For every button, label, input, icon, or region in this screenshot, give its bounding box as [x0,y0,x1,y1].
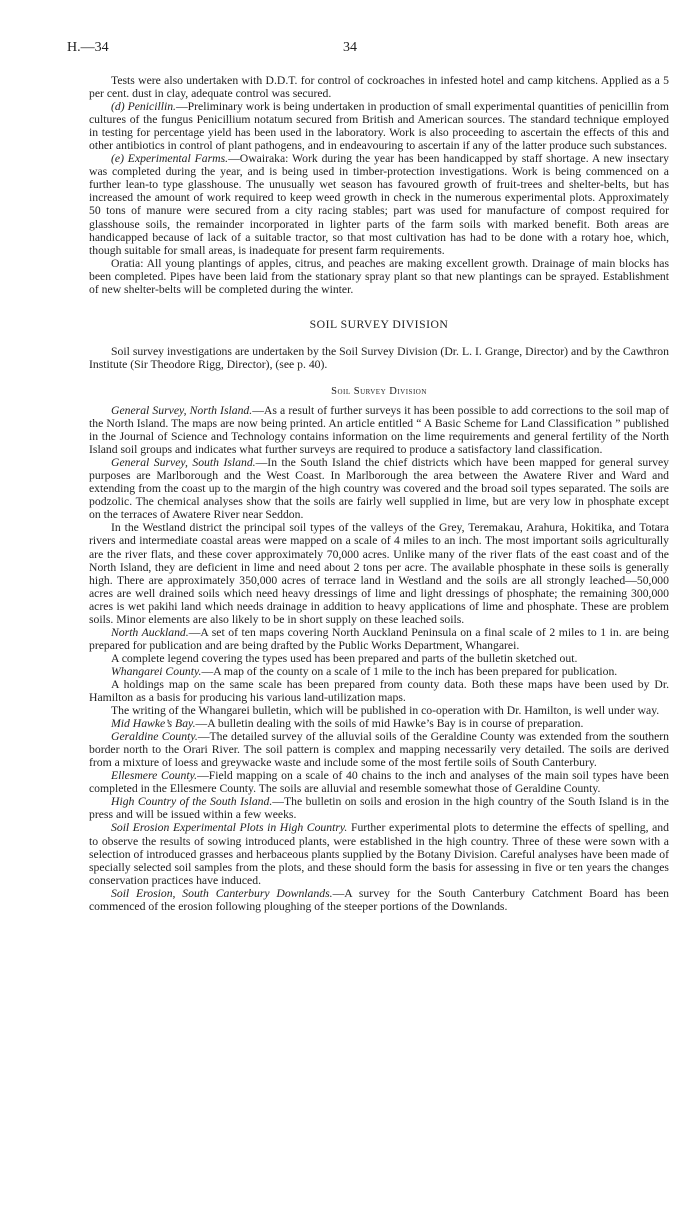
paragraph: Geraldine County.—The detailed survey of the alluvial soils of the Geraldine County was extended from the southern border north to the Orari River. The soil pattern is complex and mapping necessarily very detailed. The soils are derived from a mixture of loess and greywacke waste and include some of the most fertile soils of South Canterbury. [89,730,670,770]
paragraph: A complete legend covering the types used has been prepared and parts of the bulletin sketched out. [111,651,578,665]
paragraph: In the Westland district the principal soil types of the valleys of the Grey, Teremakau, Arahura, Hokitika, and Totara rivers and intermediate coastal areas were mapped on a scale of 4 miles to an inch. The most important soils agriculturally are the river flats, and these cover approximately 70,000 acres. Unlike many of the river flats of the east coast and of the North Island, they are deficient in lime and need about 2 tons per acre. The available phosphate in these soils is generally high. There are approximately 350,000 acres of terrace land in Westland and the soils are all strongly leached—50,000 acres are well drained soils which need heavy dressings of lime and light dressings of phosphate; the remaining 300,000 acres is wet pakihi land which needs drainage in addition to heavy applications of lime and phosphate. These are problem soils. Minor elements are also likely to be in short supply on these leached soils. [89,521,669,626]
soil-survey-paragraphs [89,404,669,913]
intro-section [89,74,669,296]
report-code: H.—34 [67,40,109,55]
paragraph: (d) Penicillin.—Preliminary work is being undertaken in production of small experimental quantities of penicillin from cultures of the fungus Penicillium notatum secured from British and American sources. The standard technique employed in testing for percentage yield has been used in the laboratory. Work is also proceeding to ascertain the effects of this and other antibiotics in control of plant pathogens, and in endeavouring to ascertain if any of the latter produce such substances. [89,100,669,153]
paragraph: General Survey, North Island.—As a result of further surveys it has been possible to add corrections to the soil map of the North Island. The maps are now being printed. An article entitled “ A Basic Scheme for Land Classification ” published in the Journal of Science and Technology contains information on the lime requirements and general fertility of the North Island soil groups and indicates what further surveys are required to produce a satisfactory land classification. [89,403,669,457]
paragraph: North Auckland.—A set of ten maps covering North Auckland Peninsula on a final scale of 2 miles to 1 in. are being prepared for publication and are being drafted by the Public Works Department, Whangarei. [89,625,669,652]
paragraph: Ellesmere County.—Field mapping on a scale of 40 chains to the inch and analyses of the main soil types have been completed in the Ellesmere County. The soils are alluvial and resemble somewhat those of Geraldine County. [89,769,669,796]
paragraph: Soil Erosion, South Canterbury Downlands.—A survey for the South Canterbury Catchment Board has been commenced of the erosion following ploughing of the steeper portions of the Downlands. [89,886,669,913]
section-intro: Soil survey investigations are undertaken by the Soil Survey Division (Dr. L. I. Grange, Director) and by the Cawthron Institute (Sir Theodore Rigg, Director), (see p. 40). [89,344,669,371]
paragraph: High Country of the South Island.—The bulletin on soils and erosion in the high country of the South Island is in the press and will be issued within a few weeks. [89,795,669,822]
page-number: 34 [343,40,357,55]
paragraph: Soil Erosion Experimental Plots in High Country. Further experimental plots to determine the effects of spelling, and to observe the results of sowing introduced plants, were established in the high country. Three of these were sown with a selection of introduced grasses and herbaceous plants supplied by the Botany Division. Careful analyses have been made of specially selected soil samples from the plots, and these should form the basis for assessing in five or ten years the changes conservation practices have induced. [89,821,669,887]
body-text [89,74,669,913]
paragraph: A holdings map on the same scale has been prepared from county data. Both these maps have been used by Dr. Hamilton as a basis for producing his various land-utilization maps. [89,677,669,705]
paragraph: Oratia: All young plantings of apples, citrus, and peaches are making excellent growth. Drainage of main blocks has been completed. Pipes have been laid from the stationary spray plant so that new plantings can be sprayed. Establishment of new shelter-belts will be completed during the winter. [89,256,669,296]
paragraph: (e) Experimental Farms.—Owairaka: Work during the year has been handicapped by staff shortage. A new insectary was completed during the year, and is being used in timber-protection investigations. Work is being commenced on a further lean-to type glasshouse. The unusually wet season has favoured growth of fruit-trees and shelter-belts, but has increased the amount of work required to keep weed growth in check in the numerous experimental plots. Approximately 50 tons of manure were secured from a city racing stables; part was used for manufacture of compost required for glasshouse soils, the remainder incorporated in lighter parts of the farm soils with marked benefit. Both areas are handicapped because of lack of a suitable tractor, so that most cultivation has had to be done with a rotary hoe, which, though suitable for small areas, is inadequate for present farm requirements. [89,152,669,257]
subsection-title: Soil Survey Division [331,385,427,397]
paragraph: Tests were also undertaken with D.D.T. for control of cockroaches in infested hotel and camp kitchens. Applied as a 5 per cent. dust in clay, adequate control was secured. [89,74,669,101]
paragraph: General Survey, South Island.—In the South Island the chief districts which have been mapped for general survey purposes are Marlborough and the West Coast. In Marlborough the area between the Awatere River and Ward and extending from the coast up to the margin of the high country was covered and the broad soil types separated. The soils are podzolic. The chemical analyses show that the soils are fairly well supplied in lime, but are very low in phosphate except on the terraces of Awatere River near Seddon. [89,456,669,522]
paragraph: The writing of the Whangarei bulletin, which will be published in co-operation with Dr. Hamilton, is well under way. [111,704,660,718]
paragraph: Whangarei County.—A map of the county on a scale of 1 mile to the inch has been prepared for publication. [111,664,618,678]
paragraph: Mid Hawke’s Bay.—A bulletin dealing with the soils of mid Hawke’s Bay is in course of preparation. [111,717,584,731]
section-title: SOIL SURVEY DIVISION [309,317,449,331]
